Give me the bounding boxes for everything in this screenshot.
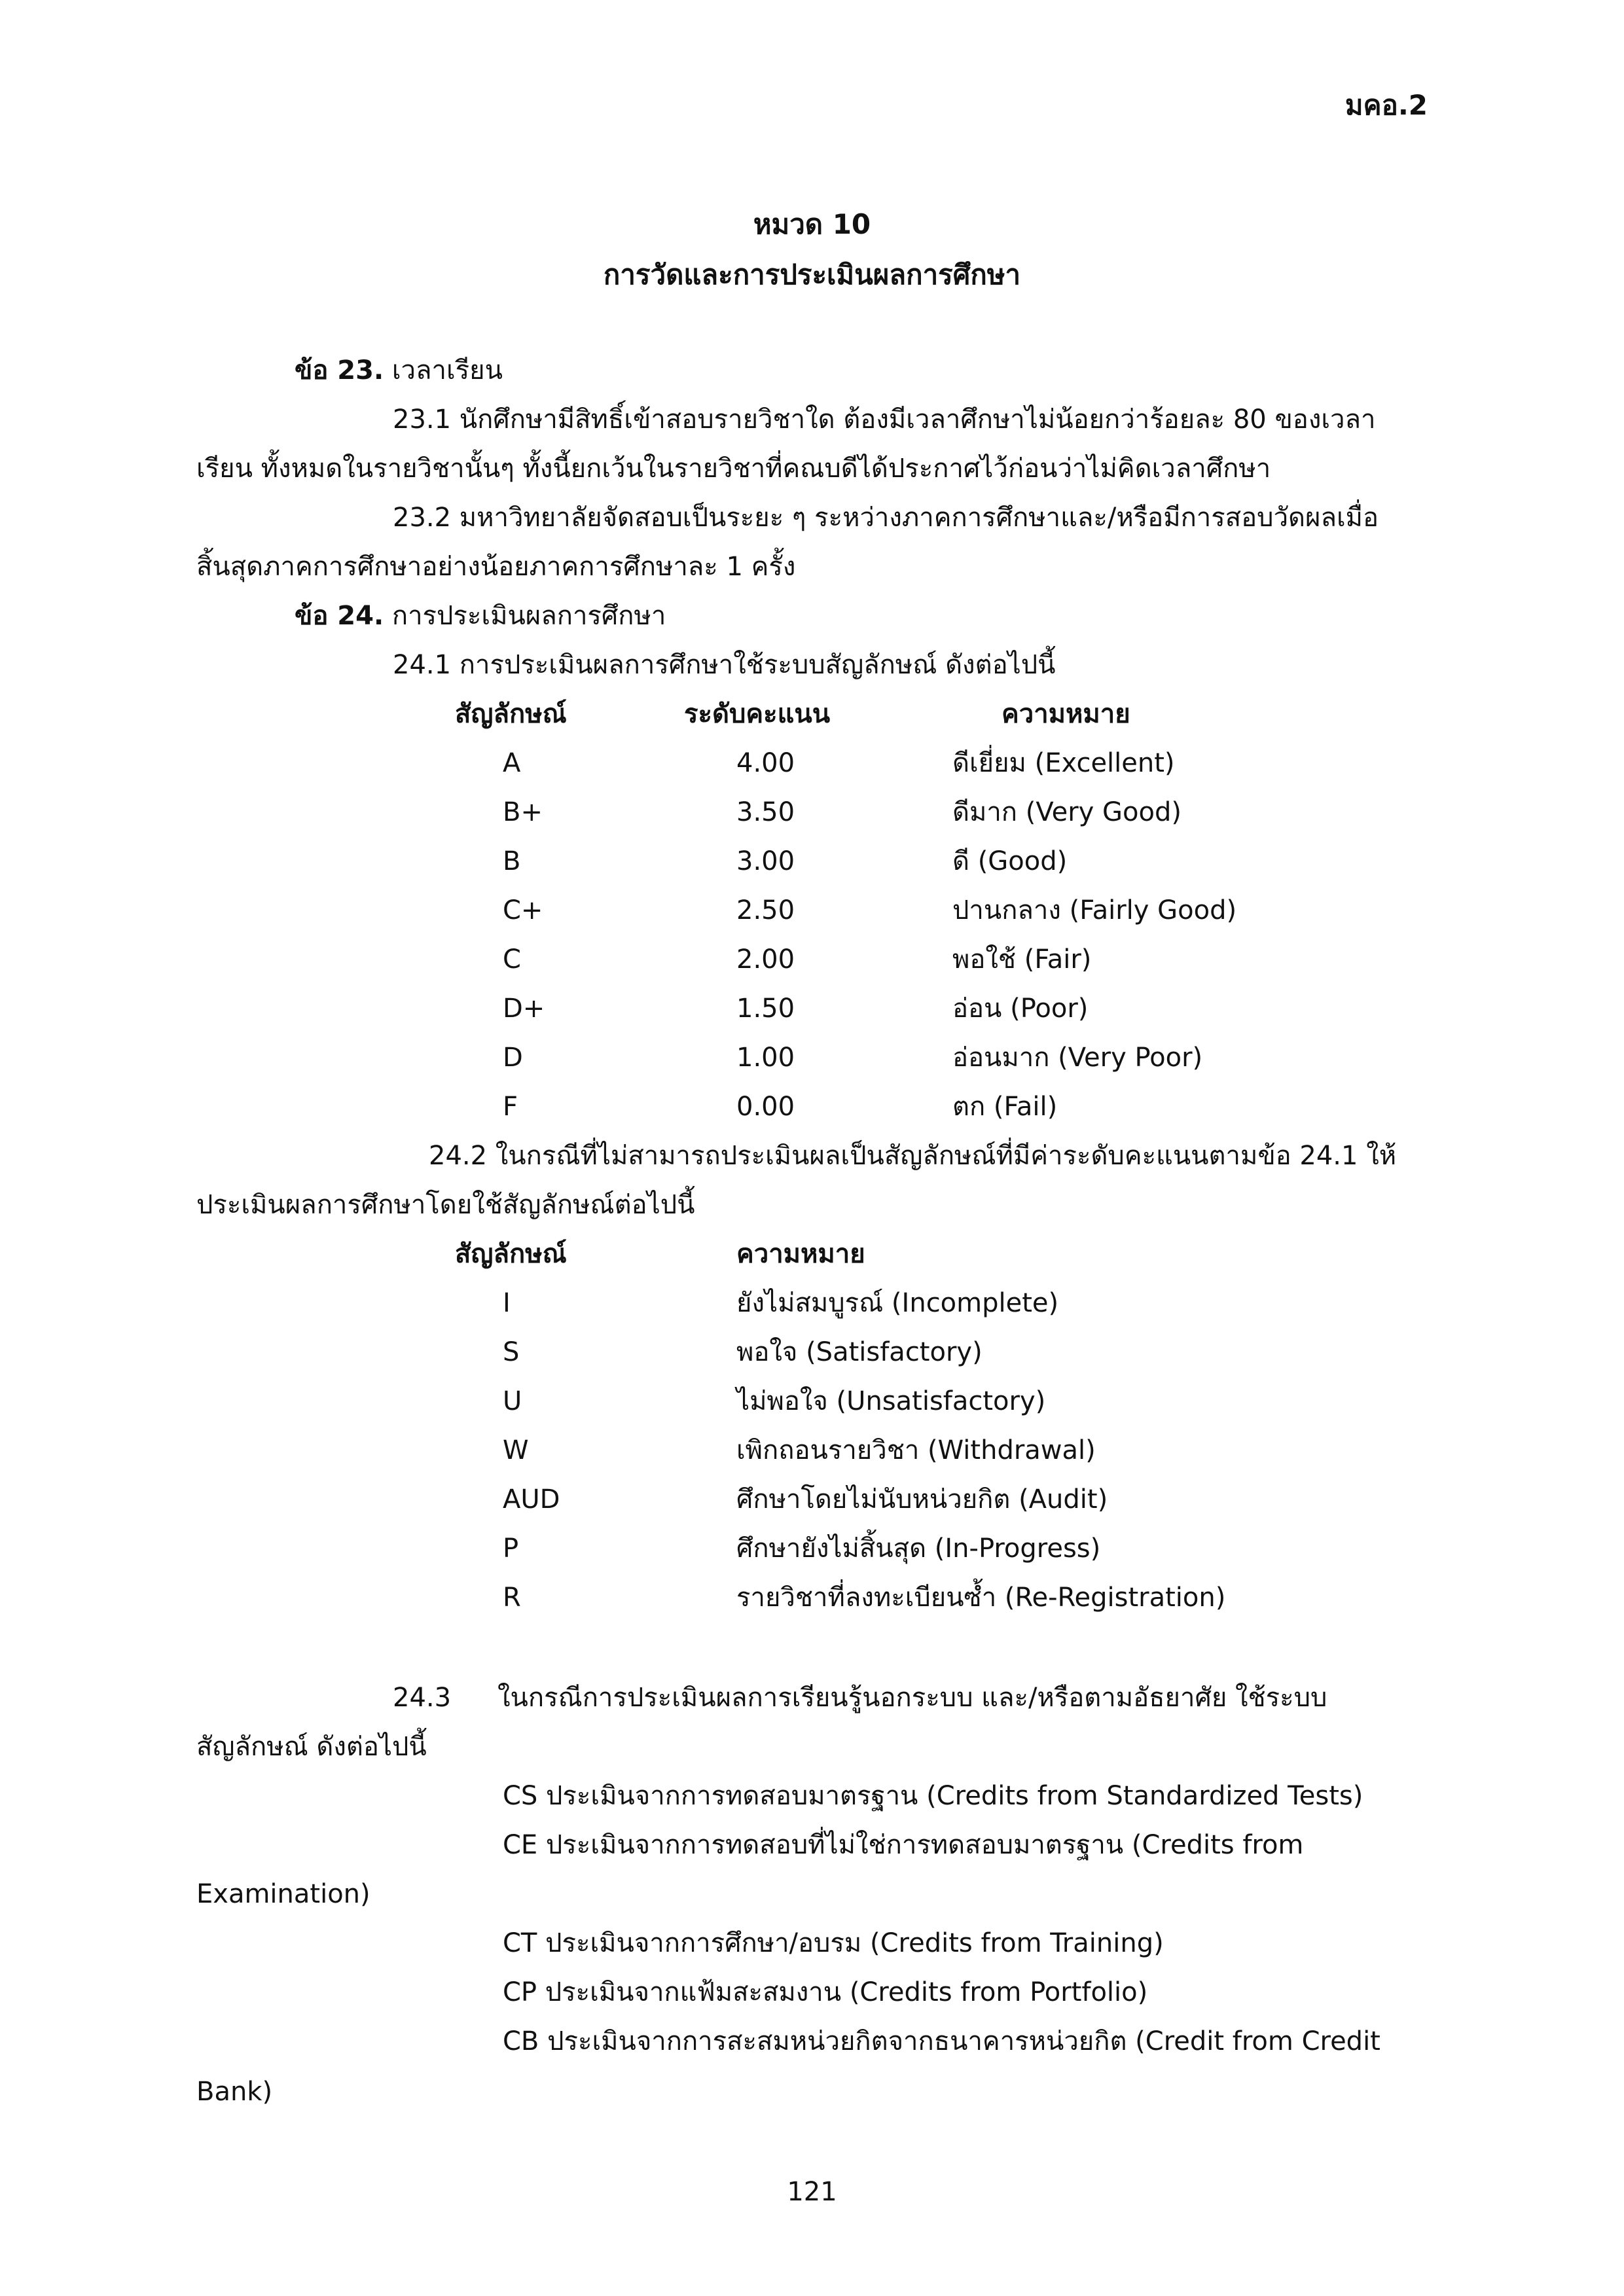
para-24-1: 24.1 การประเมินผลการศึกษาใช้ระบบสัญลักษณ์ ดังต่อไปนี้ xyxy=(393,650,1056,680)
symbol-meaning: ไม่พอใจ (Unsatisfactory) xyxy=(736,1386,1046,1416)
symbol-code: W xyxy=(503,1435,529,1465)
grade-meaning: อ่อนมาก (Very Poor) xyxy=(952,1043,1203,1073)
symbol-code: AUD xyxy=(503,1484,560,1515)
chapter-subtitle: การวัดและการประเมินผลการศึกษา xyxy=(603,259,1021,291)
symbol-table-header-symbol: สัญลักษณ์ xyxy=(455,1239,567,1269)
symbol-meaning: ยังไม่สมบูรณ์ (Incomplete) xyxy=(736,1288,1059,1318)
para-23-2-line2: สิ้นสุดภาคการศึกษาอย่างน้อยภาคการศึกษาละ 1 ครั้ง xyxy=(196,552,796,582)
symbol-meaning: เพิกถอนรายวิชา (Withdrawal) xyxy=(736,1435,1096,1465)
grade-symbol: C+ xyxy=(503,895,543,925)
chapter-title: หมวด 10 xyxy=(753,208,871,240)
assessment-ct: CT ประเมินจากการศึกษา/อบรม (Credits from Training) xyxy=(503,1928,1164,1958)
grade-table-header-meaning: ความหมาย xyxy=(1001,699,1130,729)
grade-meaning: ดีมาก (Very Good) xyxy=(952,797,1182,827)
grade-score: 0.00 xyxy=(736,1092,795,1122)
grade-meaning: อ่อน (Poor) xyxy=(952,994,1089,1024)
grade-symbol: B xyxy=(503,846,521,876)
grade-score: 3.00 xyxy=(736,846,795,876)
grade-meaning: พอใช้ (Fair) xyxy=(952,944,1092,975)
grade-score: 3.50 xyxy=(736,797,795,827)
assessment-ce-line1: CE ประเมินจากการทดสอบที่ไม่ใช่การทดสอบมาตรฐาน (Credits from xyxy=(503,1830,1304,1860)
symbol-code: U xyxy=(503,1386,522,1416)
grade-symbol: B+ xyxy=(503,797,543,827)
grade-score: 4.00 xyxy=(736,748,795,778)
document-code: มคอ.2 xyxy=(1344,89,1428,121)
symbol-code: I xyxy=(503,1288,511,1318)
grade-meaning: ดีเยี่ยม (Excellent) xyxy=(952,748,1175,778)
grade-symbol: C xyxy=(503,944,521,975)
para-23-1-line2: เรียน ทั้งหมดในรายวิชานั้นๆ ทั้งนี้ยกเว้นในรายวิชาที่คณบดีได้ประกาศไว้ก่อนว่าไม่คิดเวลาศึกษา xyxy=(196,454,1271,484)
grade-table-header-score: ระดับคะแนน xyxy=(684,699,831,729)
para-24-3-number: 24.3 xyxy=(393,1683,452,1713)
symbol-meaning: ศึกษายังไม่สิ้นสุด (In-Progress) xyxy=(736,1534,1101,1564)
grade-score: 1.00 xyxy=(736,1043,795,1073)
para-24-3-line2: สัญลักษณ์ ดังต่อไปนี้ xyxy=(196,1732,427,1762)
section-24-label: ข้อ 24. xyxy=(295,601,384,631)
para-24-3-line1: ในกรณีการประเมินผลการเรียนรู้นอกระบบ และ/หรือตามอัธยาศัย ใช้ระบบ xyxy=(497,1683,1327,1713)
symbol-meaning: ศึกษาโดยไม่นับหน่วยกิต (Audit) xyxy=(736,1484,1108,1515)
section-24-heading xyxy=(295,600,666,632)
symbol-meaning: พอใจ (Satisfactory) xyxy=(736,1337,983,1367)
assessment-cb-line1: CB ประเมินจากการสะสมหน่วยกิตจากธนาคารหน่วยกิต (Credit from Credit xyxy=(503,2026,1380,2056)
page-number: 121 xyxy=(787,2177,837,2207)
grade-symbol: F xyxy=(503,1092,518,1122)
assessment-ce-line2: Examination) xyxy=(196,1879,370,1909)
grade-symbol: D xyxy=(503,1043,523,1073)
grade-meaning: ปานกลาง (Fairly Good) xyxy=(952,895,1237,925)
symbol-meaning: รายวิชาที่ลงทะเบียนซ้ำ (Re-Registration) xyxy=(736,1583,1226,1613)
symbol-table-header-meaning: ความหมาย xyxy=(736,1239,865,1269)
grade-table-header-symbol: สัญลักษณ์ xyxy=(455,699,567,729)
assessment-cp: CP ประเมินจากแฟ้มสะสมงาน (Credits from Portfolio) xyxy=(503,1977,1148,2007)
para-23-1-line1: 23.1 นักศึกษามีสิทธิ์เข้าสอบรายวิชาใด ต้องมีเวลาศึกษาไม่น้อยกว่าร้อยละ 80 ของเวลา xyxy=(393,404,1376,435)
symbol-code: P xyxy=(503,1534,519,1564)
section-24-title: การประเมินผลการศึกษา xyxy=(391,601,666,631)
section-23-title: เวลาเรียน xyxy=(391,355,503,386)
grade-score: 2.50 xyxy=(736,895,795,925)
assessment-cs: CS ประเมินจากการทดสอบมาตรฐาน (Credits from Standardized Tests) xyxy=(503,1781,1363,1811)
section-23-label: ข้อ 23. xyxy=(295,355,384,386)
grade-meaning: ดี (Good) xyxy=(952,846,1068,876)
para-24-2-line2: ประเมินผลการศึกษาโดยใช้สัญลักษณ์ต่อไปนี้ xyxy=(196,1190,695,1220)
symbol-code: S xyxy=(503,1337,520,1367)
symbol-code: R xyxy=(503,1583,521,1613)
grade-symbol: D+ xyxy=(503,994,545,1024)
grade-score: 2.00 xyxy=(736,944,795,975)
para-23-2-line1: 23.2 มหาวิทยาลัยจัดสอบเป็นระยะ ๆ ระหว่างภาคการศึกษาและ/หรือมีการสอบวัดผลเมื่อ xyxy=(393,503,1379,533)
section-23-heading xyxy=(295,355,503,386)
assessment-cb-line2: Bank) xyxy=(196,2077,273,2107)
grade-meaning: ตก (Fail) xyxy=(952,1092,1058,1122)
grade-symbol: A xyxy=(503,748,521,778)
para-24-2-line1: 24.2 ในกรณีที่ไม่สามารถประเมินผลเป็นสัญลักษณ์ที่มีค่าระดับคะแนนตามข้อ 24.1 ให้ xyxy=(429,1141,1397,1171)
grade-score: 1.50 xyxy=(736,994,795,1024)
